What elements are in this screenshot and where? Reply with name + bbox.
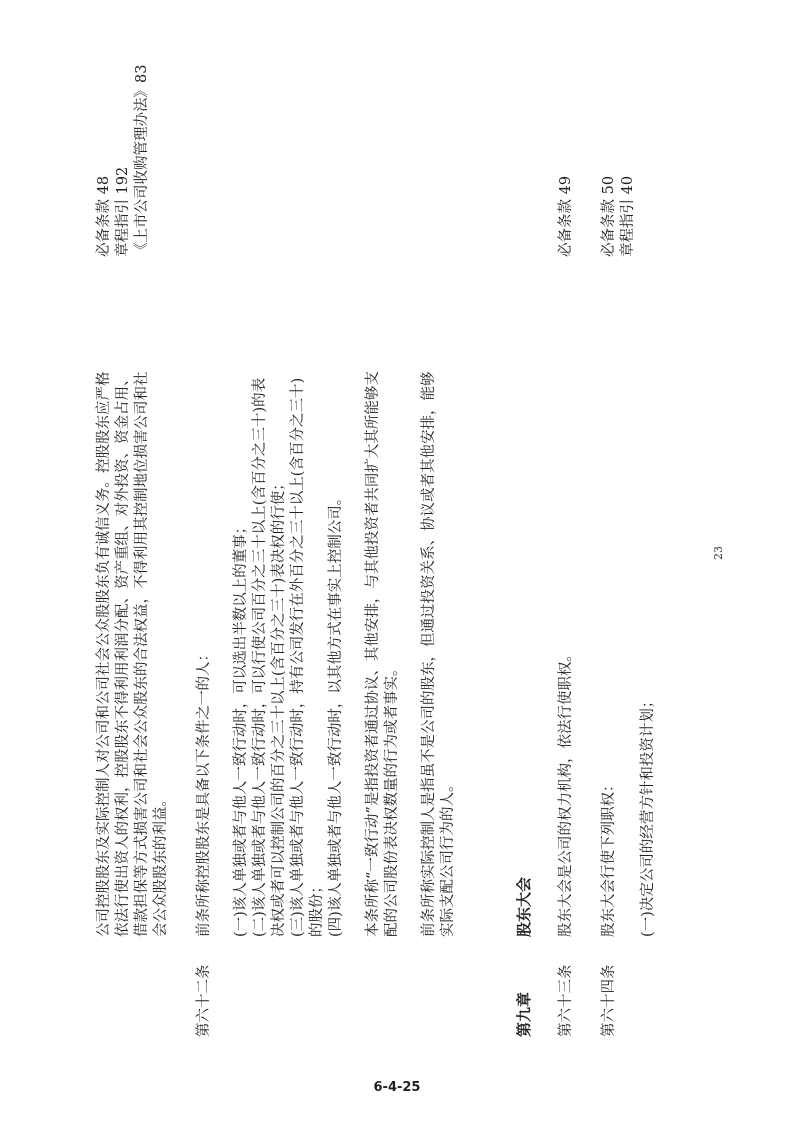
chapter-9-label: 第九章: [515, 991, 533, 1037]
article-64-references: [600, 37, 638, 257]
rotated-page-content: [95, 47, 755, 1037]
article-64-text: 股东大会行使下列职权：: [601, 777, 617, 937]
article-62-paragraph-2: 本条所称“一致行动”是指投资者通过协议、其他安排，与其他投资者共同扩大其所能够支配的公司股份表决权数量的行为或者事实。: [365, 371, 400, 937]
article-62-body: [195, 367, 458, 937]
article-63-label: 第六十三条: [558, 964, 574, 1037]
article-63-reference: 必备条款 49: [558, 175, 574, 257]
intro-references: [95, 37, 152, 257]
page-footer: 6-4-25: [373, 1080, 421, 1095]
article-64-item-1: (一)决定公司的经营方针和投资计划；: [640, 693, 656, 937]
article-62-label: 第六十二条: [196, 964, 212, 1037]
article-62-paragraph-3: 前条所称实际控制人是指虽不是公司的股东，但通过投资关系、协议或者其他安排，能够实际支配公司行为的人。: [421, 371, 456, 937]
article-64-body: [600, 367, 658, 937]
ref-acquisition-measures-83: 《上市公司收购管理办法》83: [134, 64, 150, 257]
chapter-9-title: 股东大会: [515, 876, 533, 937]
ref-mandatory-clause-48: 必备条款 48: [96, 175, 112, 257]
ref-mandatory-clause-50: 必备条款 50: [601, 175, 617, 257]
article-62-item-1: (一)该人单独或者与他人一致行动时，可以选出半数以上的董事；: [233, 519, 249, 937]
article-64-label: 第六十四条: [601, 964, 617, 1037]
ref-guideline-192: 章程指引 192: [115, 166, 131, 257]
article-62-item-4: (四)该人单独或者与他人一致行动时，以其他方式在事实上控制公司。: [328, 490, 344, 937]
article-63-text: 股东大会是公司的权力机构，依法行使职权。: [558, 647, 574, 937]
ref-guideline-40: 章程指引 40: [620, 175, 636, 257]
article-62-item-3: (三)该人单独或者与他人一致行动时，持有公司发行在外百分之三十以上(含百分之三十)的股份；: [290, 377, 325, 937]
intro-paragraph: 公司控股股东及实际控制人对公司和公司社会公众股股东负有诚信义务。控股股东应严格依法行使出资人的权利，控股股东不得利用利润分配、资产重组、对外投资、资金占用、借款担保等方式损害公司和社会公众股东的合法权益，不得利用其控制地位损害公司和社会公众股股东的利益。: [96, 371, 169, 937]
page-number: 23: [712, 546, 725, 560]
article-62-lead: 前条所称控股股东是具备以下条件之一的人：: [196, 647, 212, 937]
article-62-item-2: (二)该人单独或者与他人一致行动时，可以行使公司百分之三十以上(含百分之三十)的表决权或者可以控制公司的百分之三十以上(含百分之三十)表决权的行使；: [252, 377, 287, 937]
